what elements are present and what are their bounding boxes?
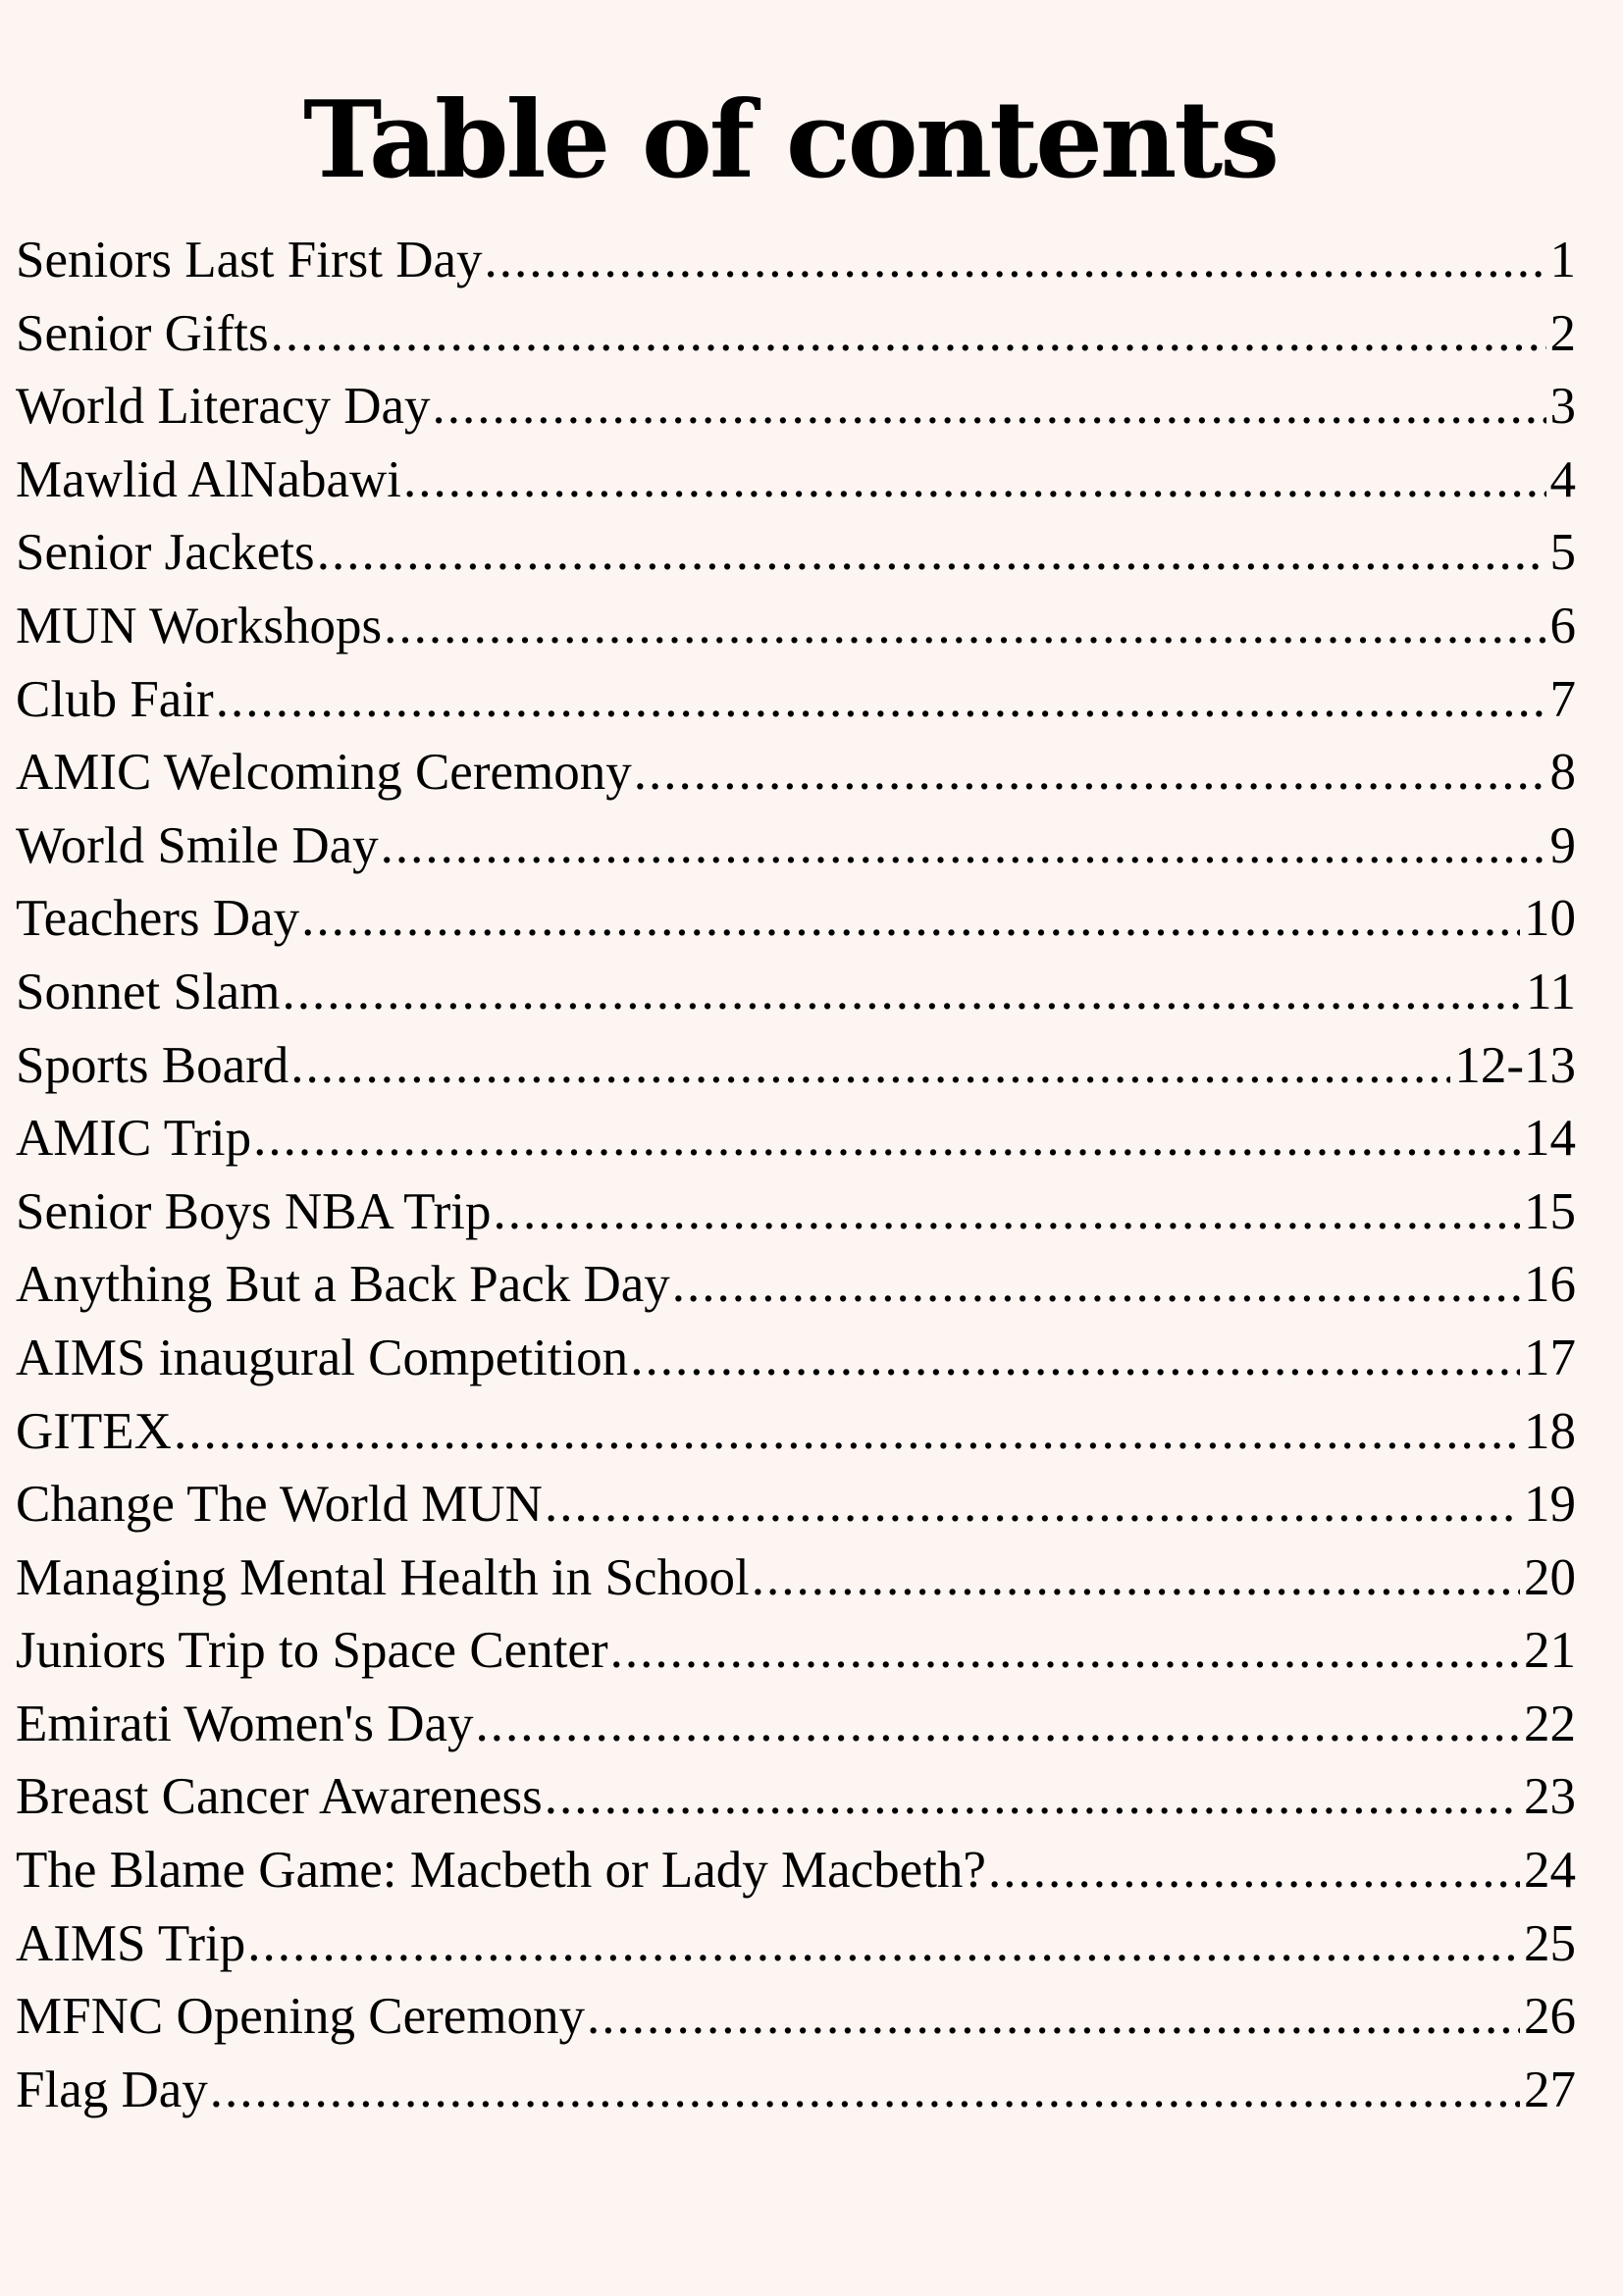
dot-leader: [290, 1029, 1450, 1102]
dot-leader: [545, 1468, 1520, 1540]
toc-entry-title: Senior Jackets: [16, 524, 315, 582]
toc-entry-page: 25: [1524, 1914, 1576, 1972]
dot-leader: [476, 1688, 1521, 1760]
toc-entry-title: Flag Day: [16, 2061, 208, 2118]
toc-entry-page: 18: [1524, 1402, 1576, 1460]
toc-entry: [16, 663, 1576, 737]
toc-entry-page: 21: [1524, 1622, 1576, 1680]
toc-entry: [16, 882, 1576, 956]
dot-leader: [494, 1175, 1520, 1248]
toc-entry-title: Teachers Day: [16, 890, 300, 948]
dot-leader: [403, 444, 1545, 516]
toc-entry-page: 14: [1524, 1110, 1576, 1168]
toc-entry-page: 22: [1524, 1695, 1576, 1752]
dot-leader: [610, 1614, 1520, 1687]
dot-leader: [381, 809, 1546, 882]
dot-leader: [988, 1834, 1520, 1906]
toc-entry-title: World Smile Day: [16, 816, 379, 874]
dot-leader: [282, 956, 1522, 1028]
toc-entry-title: Senior Boys NBA Trip: [16, 1182, 492, 1240]
dot-leader: [384, 590, 1545, 662]
dot-leader: [271, 297, 1546, 370]
toc-entry-title: Juniors Trip to Space Center: [16, 1622, 608, 1680]
toc-entry: [16, 1395, 1576, 1469]
dot-leader: [752, 1541, 1520, 1614]
toc-entry-title: Managing Mental Health in School: [16, 1548, 750, 1606]
toc-entry-page: 1: [1549, 232, 1576, 288]
toc-entry: [16, 297, 1576, 371]
toc-entry: [16, 1980, 1576, 2054]
toc-entry-page: 26: [1524, 1988, 1576, 2046]
toc-entry-page: 19: [1524, 1476, 1576, 1534]
toc-entry: [16, 590, 1576, 663]
toc-entry: [16, 1029, 1576, 1103]
toc-entry-title: Emirati Women's Day: [16, 1695, 474, 1752]
toc-entry-title: Sports Board: [16, 1036, 289, 1094]
toc-entry-page: 4: [1549, 450, 1576, 508]
toc-entry-page: 17: [1524, 1329, 1576, 1386]
toc-entry-page: 10: [1524, 890, 1576, 948]
toc-entry-page: 8: [1549, 744, 1576, 802]
toc-entry-title: AMIC Welcoming Ceremony: [16, 744, 632, 802]
toc-entry-title: AIMS Trip: [16, 1914, 246, 1972]
toc-entry: [16, 370, 1576, 444]
dot-leader: [210, 2054, 1520, 2126]
toc-entry-title: Club Fair: [16, 670, 214, 728]
toc-entry-title: World Literacy Day: [16, 378, 431, 436]
toc-entry-page: 16: [1524, 1256, 1576, 1314]
dot-leader: [634, 736, 1546, 809]
toc-entry-page: 11: [1525, 963, 1576, 1020]
toc-entry-title: Senior Gifts: [16, 304, 269, 362]
toc-entry: [16, 809, 1576, 883]
toc-entry-page: 12-13: [1454, 1036, 1576, 1094]
toc-entry-title: GITEX: [16, 1402, 172, 1460]
toc-entry-page: 9: [1549, 816, 1576, 874]
toc-entry-page: 6: [1549, 597, 1576, 654]
toc-entry-title: AIMS inaugural Competition: [16, 1329, 629, 1386]
toc-entry: [16, 224, 1576, 297]
toc-entry: [16, 1907, 1576, 1981]
toc-entry: [16, 516, 1576, 590]
toc-entry: [16, 444, 1576, 517]
toc-entry-title: Seniors Last First Day: [16, 232, 483, 288]
dot-leader: [587, 1980, 1520, 2053]
toc-entry-page: 3: [1549, 378, 1576, 436]
toc-entry: [16, 1322, 1576, 1395]
dot-leader: [545, 1760, 1520, 1833]
dot-leader: [253, 1102, 1520, 1174]
toc-entry-title: AMIC Trip: [16, 1110, 252, 1168]
dot-leader: [317, 516, 1546, 589]
dot-leader: [301, 882, 1520, 955]
toc-entry-title: MUN Workshops: [16, 597, 383, 654]
toc-entry: [16, 956, 1576, 1029]
toc-entry: [16, 1468, 1576, 1541]
toc-entry-page: 15: [1524, 1182, 1576, 1240]
toc-entry-page: 23: [1524, 1768, 1576, 1826]
toc-entry-page: 20: [1524, 1548, 1576, 1606]
toc-entry-title: Breast Cancer Awareness: [16, 1768, 543, 1826]
toc-entry-title: Change The World MUN: [16, 1476, 543, 1534]
toc-entry: [16, 736, 1576, 809]
toc-entry: [16, 1541, 1576, 1615]
toc-entry: [16, 1834, 1576, 1907]
dot-leader: [247, 1907, 1520, 1980]
toc-entry-title: Mawlid AlNabawi: [16, 450, 402, 508]
toc-entry-page: 2: [1549, 304, 1576, 362]
toc-entry-page: 24: [1524, 1842, 1576, 1900]
dot-leader: [216, 663, 1546, 736]
toc-entry: [16, 1760, 1576, 1834]
toc-entry: [16, 1614, 1576, 1688]
toc-entry-page: 5: [1549, 524, 1576, 582]
toc-entry-title: Anything But a Back Pack Day: [16, 1256, 670, 1314]
dot-leader: [672, 1248, 1520, 1321]
toc-entry: [16, 1175, 1576, 1249]
dot-leader: [630, 1322, 1520, 1394]
toc-entry: [16, 1248, 1576, 1322]
toc-entry-title: Sonnet Slam: [16, 963, 281, 1020]
toc-entry-page: 7: [1549, 670, 1576, 728]
dot-leader: [174, 1395, 1520, 1468]
dot-leader: [433, 370, 1546, 443]
toc-entry: [16, 1688, 1576, 1761]
dot-leader: [485, 224, 1546, 296]
toc-entry-title: MFNC Opening Ceremony: [16, 1988, 586, 2046]
toc-entry: [16, 1102, 1576, 1175]
table-of-contents: [16, 224, 1576, 2126]
toc-entry: [16, 2054, 1576, 2127]
page-title: Table of contents: [302, 78, 1278, 202]
toc-entry-page: 27: [1524, 2061, 1576, 2118]
toc-entry-title: The Blame Game: Macbeth or Lady Macbeth?: [16, 1842, 986, 1900]
